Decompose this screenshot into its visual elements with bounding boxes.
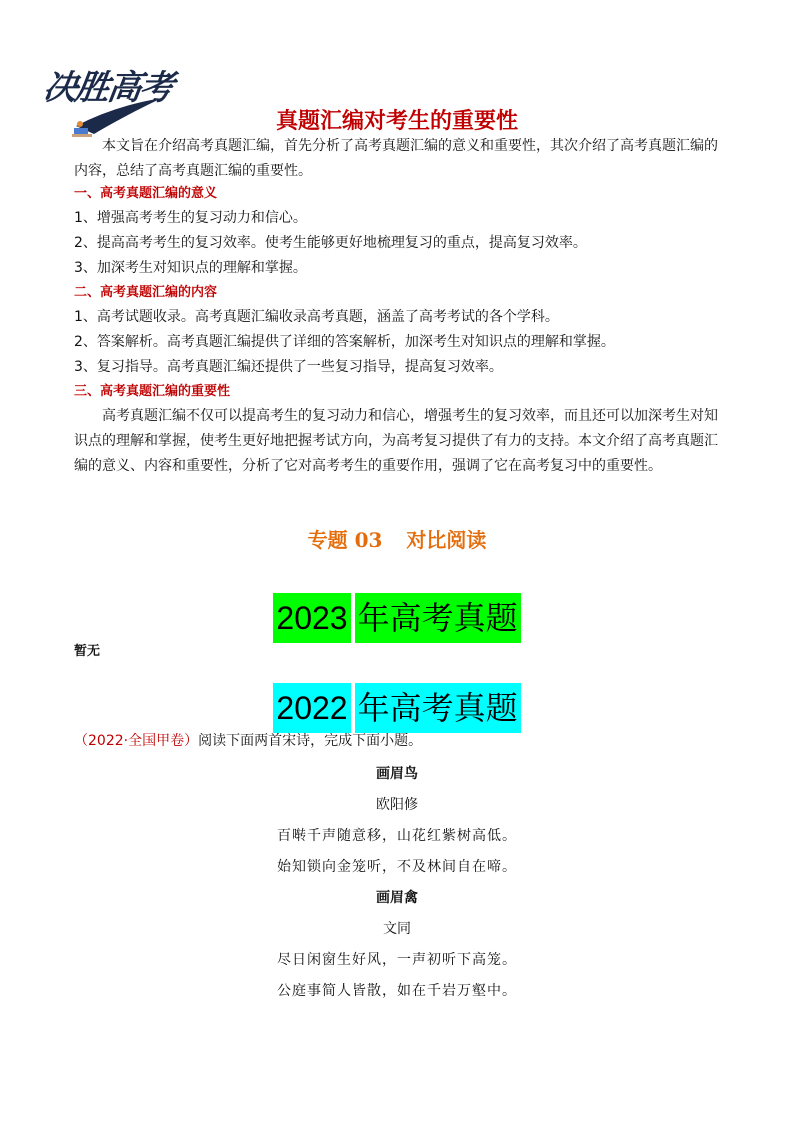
section-heading-3: 三、高考真题汇编的重要性 [74,384,231,399]
list-item: 3、加深考生对知识点的理解和掌握。 [74,260,307,276]
poem-line: 百啭千声随意移，山花红紫树高低。 [277,828,517,844]
poem-line: 始知锁向金笼听，不及林间自在啼。 [277,859,517,875]
no-questions-note: 暂无 [74,644,101,659]
topic-number: 03 [354,528,383,552]
question-intro [74,730,422,752]
year-2022-number: 2022 [273,683,350,733]
section-heading-2: 二、高考真题汇编的内容 [74,285,218,300]
poem-author: 文同 [383,921,411,937]
year-2023-number: 2023 [273,593,350,643]
year-2023-banner [0,579,794,643]
importance-paragraph: 高考真题汇编不仅可以提高考生的复习动力和信心，增强考生的复习效率，而且还可以加深考生对知识点的理解和掌握，使考生更好地把握考试方向，为高考复习提供了有力的支持。本文介绍了高考真题汇编的意义、内容和重要性，分析了它对高考考生的重要作用，强调了它在高考复习中的重要性。 [74,408,718,474]
year-2022-suffix: 年高考真题 [355,683,521,733]
year-2022-banner [0,669,794,733]
year-2023-suffix: 年高考真题 [355,593,521,643]
poem-title: 画眉禽 [376,890,418,906]
poem-title: 画眉鸟 [376,766,418,782]
list-item: 3、复习指导。高考真题汇编还提供了一些复习指导，提高复习效率。 [74,359,503,375]
document-title: 真题汇编对考生的重要性 [275,109,518,134]
topic-name: 对比阅读 [406,528,487,552]
poem-author: 欧阳修 [376,797,418,813]
list-item: 2、答案解析。高考真题汇编提供了详细的答案解析，加深考生对知识点的理解和掌握。 [74,334,615,350]
list-item: 1、增强高考考生的复习动力和信心。 [74,210,307,226]
topic-label: 专题 [307,528,348,552]
question-prompt: 阅读下面两首宋诗，完成下面小题。 [198,733,423,749]
poem-line: 尽日闲窗生好风，一声初听下高笼。 [277,952,517,968]
intro-paragraph: 本文旨在介绍高考真题汇编，首先分析了高考真题汇编的意义和重要性，其次介绍了高考真题汇编的内容，总结了高考真题汇编的重要性。 [74,138,718,179]
list-item: 2、提高高考考生的复习效率。使考生能够更好地梳理复习的重点，提高复习效率。 [74,235,587,251]
section-heading-1: 一、高考真题汇编的意义 [74,186,218,201]
poem-line: 公庭事简人皆散，如在千岩万壑中。 [277,983,517,999]
logo-text: 决胜高考 [40,68,175,108]
question-source: （2022·全国甲卷） [74,733,199,749]
list-item: 1、高考试题收录。高考真题汇编收录高考真题，涵盖了高考考试的各个学科。 [74,309,559,325]
topic-heading [0,524,794,553]
